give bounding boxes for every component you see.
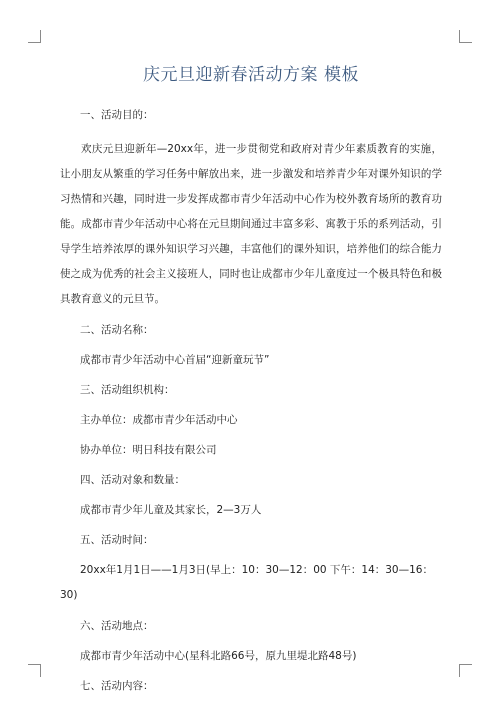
section-line: 协办单位：明日科技有限公司 (80, 444, 217, 456)
document-title: 庆元旦迎新春活动方案 模板 (143, 65, 359, 85)
section-line: 成都市青少年活动中心(星科北路66号，原九里堤北路48号) (80, 650, 357, 662)
page-corner-mark (28, 664, 41, 677)
section-heading: 七、活动内容： (80, 680, 154, 692)
section-heading: 六、活动地点： (80, 620, 154, 632)
section-heading: 一、活动目的： (80, 109, 154, 121)
page-corner-mark (28, 30, 41, 43)
section-heading: 二、活动名称： (80, 324, 154, 336)
section-line: 成都市青少年活动中心首届“迎新童玩节” (80, 354, 270, 366)
section-paragraph: 20xx年1月1日——1月3日(早上：10：30—12：00 下午：14：30—16：30) (60, 564, 433, 601)
page-corner-mark (459, 30, 472, 43)
section-line: 主办单位：成都市青少年活动中心 (80, 414, 238, 426)
page-corner-mark (459, 664, 472, 677)
section-heading: 三、活动组织机构： (80, 384, 175, 396)
section-heading: 四、活动对象和数量： (80, 474, 185, 486)
section-line: 成都市青少年儿童及其家长，2—3万人 (80, 504, 262, 516)
section-heading: 五、活动时间： (80, 534, 154, 546)
section-paragraph: 欢庆元旦迎新年—20xx年，进一步贯彻党和政府对青少年素质教育的实施，让小朋友从繁重的学习任务中解放出来，进一步激发和培养青少年对课外知识的学习热情和兴趣，同时进一步发挥成都市青少年活动中心作为校外教育场所的教育功能。成都市青少年活动中心将在元旦期间通过丰富多彩、寓教于乐的系列活动，引导学生培养浓厚的课外知识学习兴趣，丰富他们的课外知识，培养他们的综合能力使之成为优秀的社会主义接班人，同时也让成都市少年儿童度过一个极具特色和极具教育意义的元旦节。 (60, 143, 442, 305)
document-body (60, 60, 442, 708)
